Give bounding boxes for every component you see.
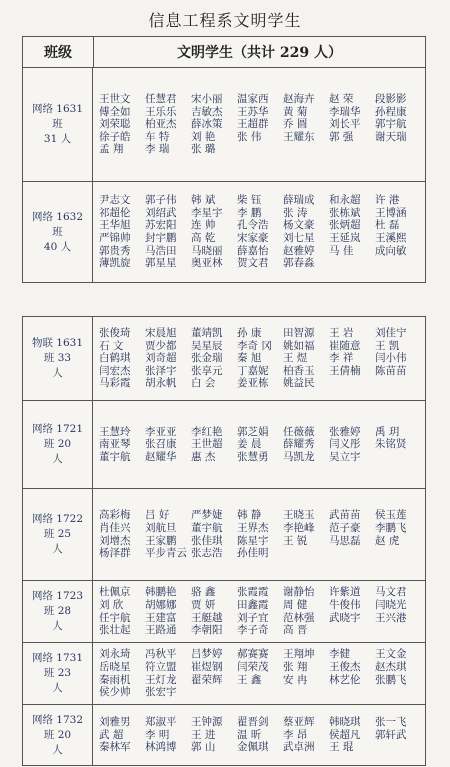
student-name: 张金瑞 [191,352,223,365]
student-name: 董宇航 [99,450,131,463]
table-header [23,37,425,68]
student-name: 柏亚杰 [145,118,177,131]
student-name: 张志浩 [191,547,223,560]
student-name: 薛耀秀 [283,438,315,451]
class-row [23,317,425,401]
student-name: 张雅婷 [329,425,361,438]
student-name: 王华旭 [99,219,131,232]
student-name: 范子豪 [329,521,361,534]
student-name: 武苗苗 [329,509,361,522]
student-name: 刘七星 [283,232,315,244]
student-name: 丁嘉妮 [237,364,269,377]
student-names [93,705,425,765]
student-name: 杨泽群 [99,547,131,560]
student-name: 李子奇 [237,624,269,637]
student-name: 李 鹏 [237,206,262,219]
student-name: 董宇航 [191,521,223,534]
student-name: 薛瑞成 [283,194,315,207]
student-name: 刘荣聪 [99,118,131,131]
student-name: 姚益民 [283,377,315,390]
student-name: 王 凯 [375,339,400,352]
student-name: 柴 钰 [237,194,262,207]
class-label-line2: 班 28 [43,605,72,617]
student-name: 赵雅婷 [283,244,315,257]
student-name: 刘永琦 [99,648,131,661]
student-name: 郭轩武 [375,728,407,741]
student-name: 侯玉莲 [375,509,407,522]
class-label [23,643,93,704]
student-name: 石 文 [99,339,124,352]
student-name: 董靖凯 [191,327,223,340]
class-label-line2: 班 20 [43,728,72,741]
student-name: 韩鹏艳 [145,586,177,599]
class-row [23,68,425,182]
student-name: 谢天瑞 [375,130,407,143]
student-name: 郭子伟 [145,194,177,207]
student-name: 温 昕 [237,728,262,741]
student-name: 金佩琪 [237,741,269,754]
student-name: 徐子皓 [99,130,131,143]
student-name: 武卓洲 [283,741,315,754]
student-name: 王 进 [191,728,216,741]
student-name: 马彩霞 [99,377,131,390]
student-name: 王翔坤 [283,648,315,661]
student-name: 郭宇航 [375,118,407,131]
class-row [23,581,425,643]
student-name: 马文君 [375,586,407,599]
student-name: 安 冉 [283,673,308,686]
student-name: 姜 晨 [237,438,262,451]
student-name: 胡娜娜 [145,598,177,611]
student-name: 张召康 [145,438,177,451]
student-name: 王兴港 [375,611,407,624]
student-name: 李 明 [145,728,170,741]
student-name: 王世超 [191,438,223,451]
student-name: 赵海卉 [283,93,315,106]
student-name: 张栋斌 [329,206,361,219]
class-label-line1: 物联 1631 [31,337,84,349]
student-name: 杨文豪 [283,219,315,232]
student-name: 王溪熙 [375,232,407,244]
student-name: 宋晨旭 [145,327,177,340]
student-name: 闫宏杰 [99,364,131,377]
student-name: 任薇薇 [283,425,315,438]
student-names [93,182,425,282]
student-name: 田鑫霞 [237,598,269,611]
student-name: 张慧勇 [237,450,269,463]
student-name: 李红艳 [191,425,223,438]
student-name: 范林强 [283,611,315,624]
student-name: 刘子宜 [237,611,269,624]
class-label-line1: 网络 1722 [31,513,84,525]
class-row [23,643,425,705]
student-name: 谢静怡 [283,586,315,599]
top-table [22,36,426,283]
student-name: 翟晋剑 [237,716,269,729]
student-name: 王博涵 [375,206,407,219]
student-names [93,581,425,642]
student-name: 赵 虎 [375,534,400,547]
student-name: 林鸿博 [145,741,177,754]
student-name: 马晓丽 [191,244,223,257]
class-label-line3: 人 [52,682,63,694]
student-name: 李 昂 [283,728,308,741]
student-name: 惠 杰 [191,450,216,463]
student-name: 王 鑫 [237,673,262,686]
student-name: 刘 艳 [191,130,216,143]
student-name: 杜 磊 [375,219,400,232]
student-name: 郭春淼 [283,257,315,270]
student-name: 和永超 [329,194,361,207]
student-name: 李艳峰 [283,521,315,534]
class-row [23,401,425,489]
student-name: 许紫道 [329,586,361,599]
student-name: 张 涛 [283,206,308,219]
class-row [23,489,425,581]
student-name: 张一飞 [375,716,407,729]
class-label-line2: 班 [52,225,63,238]
header-students: 文明学生（共计 229 人） [177,45,342,61]
student-name: 张佳琪 [191,534,223,547]
student-name: 肖佳兴 [99,521,131,534]
student-name: 王倩楠 [329,364,361,377]
student-name: 张 翔 [283,660,308,673]
student-name: 王世文 [99,93,131,106]
student-name: 贾 妍 [191,598,216,611]
class-label [23,705,93,765]
student-name: 闫荣茂 [237,660,269,673]
student-name: 李瑞华 [329,105,361,118]
student-name: 李鹏飞 [375,521,407,534]
student-name: 郭芝娟 [237,425,269,438]
student-name: 侯少帅 [99,686,131,699]
student-name: 柏香玉 [283,364,315,377]
student-name: 严锦帅 [99,232,131,244]
student-name: 孟 翔 [99,143,124,156]
student-name: 骆 鑫 [191,586,216,599]
student-name: 王钟源 [191,716,223,729]
class-label-line1: 网络 1631 [31,103,84,115]
student-name: 严梦婕 [191,509,223,522]
student-name: 高彩梅 [99,509,131,522]
student-name: 高 乾 [191,232,216,244]
student-name: 马思磊 [329,534,361,547]
student-name: 李奇 冈 [237,339,272,352]
student-name: 李亚亚 [145,425,177,438]
class-label-line1: 网络 1731 [31,652,84,664]
student-name: 封宇鹏 [145,232,177,244]
student-name: 王超群 [237,118,269,131]
student-name: 祁超伦 [99,206,131,219]
student-name: 王 锐 [283,534,308,547]
student-name: 韩 静 [237,509,262,522]
student-name: 崔随意 [329,339,361,352]
class-label-line1: 网络 1721 [31,423,84,435]
student-name: 李星宇 [191,206,223,219]
header-class: 班级 [23,37,94,67]
student-name: 郑淑平 [145,716,177,729]
student-name: 刘奇超 [145,352,177,365]
student-name: 连 帅 [191,219,216,232]
class-label-line3: 人 [52,743,63,756]
student-name: 林艺伦 [329,673,361,686]
student-name: 闫义彤 [329,438,361,451]
class-label-line2: 班 33 [43,352,72,364]
student-names [93,489,425,580]
student-name: 许 港 [375,194,400,207]
class-row [23,705,425,765]
class-label [23,401,93,488]
student-name: 郭 强 [329,130,354,143]
student-name: 傅全如 [99,105,131,118]
student-name: 吉敏杰 [191,105,223,118]
student-name: 苏宏阳 [145,219,177,232]
student-name: 王乐乐 [145,105,177,118]
class-label-line2: 班 25 [43,528,72,540]
class-label [23,317,93,400]
student-name: 平步青云 [145,547,187,560]
student-name: 张鹏飞 [375,673,407,686]
class-row [23,182,425,282]
student-names [93,317,425,400]
student-name: 薄凯旋 [99,257,131,270]
student-name: 王灯龙 [145,673,177,686]
student-name: 张霞霞 [237,586,269,599]
class-label [23,581,93,642]
class-label-line3: 人 [52,543,63,555]
student-name: 王 琨 [329,741,354,754]
student-name: 王路通 [145,624,177,637]
student-name: 刘绍武 [145,206,177,219]
class-label-line3: 人 [52,367,63,379]
class-label-line1: 网络 1632 [31,210,84,223]
student-name: 孙 康 [237,327,262,340]
student-name: 马 佳 [329,244,354,257]
student-name: 吴立宇 [329,450,361,463]
student-name: 陈星宇 [237,534,269,547]
student-names [93,643,425,704]
student-name: 王延岚 [329,232,361,244]
student-name: 姜亚栋 [237,377,269,390]
student-name: 崔煜钢 [191,660,223,673]
student-name: 武 超 [99,728,124,741]
student-name: 冯秋平 [145,648,177,661]
student-name: 田智源 [283,327,315,340]
student-name: 张 伟 [237,130,262,143]
student-name: 王 岩 [329,327,354,340]
student-name: 白 会 [191,377,216,390]
student-name: 车 特 [145,130,170,143]
student-name: 温家西 [237,93,269,106]
student-name: 蔡亚辉 [283,716,315,729]
class-label [23,182,93,282]
student-name: 刘雅男 [99,716,131,729]
student-name: 王文金 [375,648,407,661]
student-name: 胡永帆 [145,377,177,390]
student-name: 刘航旦 [145,521,177,534]
student-name: 孙佳明 [237,547,269,560]
class-label-line1: 网络 1732 [31,713,84,726]
student-name: 张壮起 [99,624,131,637]
bottom-table [22,316,426,766]
student-name: 刘长平 [329,118,361,131]
student-name: 韩 斌 [191,194,216,207]
student-name: 牛俊伟 [329,598,361,611]
student-names [93,401,425,488]
class-label [23,489,93,580]
student-name: 薛冰策 [191,118,223,131]
student-name: 吕梦婷 [191,648,223,661]
student-names [93,68,425,181]
class-label-line1: 网络 1723 [31,590,84,602]
student-name: 王界杰 [237,521,269,534]
student-name: 尹志文 [99,194,131,207]
student-name: 郭贵秀 [99,244,131,257]
student-name: 禹 玥 [375,425,400,438]
student-name: 马浩田 [145,244,177,257]
student-name: 孔令浩 [237,219,269,232]
student-name: 郝赛赛 [237,648,269,661]
student-name: 白鹤琪 [99,352,131,365]
student-name: 乔 圆 [283,118,308,131]
class-label-line3: 40 人 [43,240,72,253]
student-name: 高 晋 [283,624,308,637]
student-name: 薛嘉怡 [237,244,269,257]
student-name: 王建富 [145,611,177,624]
student-name: 陈苗苗 [375,364,407,377]
class-label-line2: 班 23 [43,667,72,679]
student-name: 闫晓光 [375,598,407,611]
page-title: 信息工程系文明学生 [148,11,302,30]
class-label-line3: 人 [52,453,63,465]
student-name: 成向敏 [375,244,407,257]
student-name: 贺文君 [237,257,269,270]
student-name: 吴星辰 [191,339,223,352]
student-name: 岳晓星 [99,660,131,673]
student-name: 刘 欣 [99,598,124,611]
student-name: 杜佩京 [99,586,131,599]
student-name: 刘佳宁 [375,327,407,340]
student-name: 王苏华 [237,105,269,118]
student-name: 王 煜 [283,352,308,365]
student-name: 张俊琦 [99,327,131,340]
student-name: 姚如福 [283,339,315,352]
student-name: 周 健 [283,598,308,611]
student-name: 李健 [329,648,350,661]
student-name: 闫小伟 [375,352,407,365]
student-name: 刘增杰 [99,534,131,547]
student-name: 王艇越 [191,611,223,624]
student-name: 李朝阳 [191,624,223,637]
student-name: 郭 山 [191,741,216,754]
student-name: 赵 荣 [329,93,354,106]
student-name: 王耀东 [283,130,315,143]
student-name: 任宇航 [99,611,131,624]
student-name: 奥亚林 [191,257,223,270]
student-name: 南亚琴 [99,438,131,451]
student-name: 宋小丽 [191,93,223,106]
class-label-line3: 人 [52,620,63,632]
student-name: 李 瑞 [145,143,170,156]
student-name: 侯超凡 [329,728,361,741]
student-name: 王俊杰 [329,660,361,673]
student-name: 郭星星 [145,257,177,270]
student-name: 张炳超 [329,219,361,232]
student-name: 宋家豪 [237,232,269,244]
student-name: 秦雨机 [99,673,131,686]
student-name: 张享元 [191,364,223,377]
class-label-line2: 班 [52,118,63,130]
student-name: 马凯龙 [283,450,315,463]
student-name: 黄 菊 [283,105,308,118]
student-name: 翟荣辉 [191,673,223,686]
student-name: 武晓宇 [329,611,361,624]
class-label-line2: 班 20 [43,438,72,450]
student-name: 赵耀华 [145,450,177,463]
student-name: 秦林军 [99,741,131,754]
student-name: 符立盟 [145,660,177,673]
student-name: 贾少都 [145,339,177,352]
class-label-line3: 31 人 [43,133,72,145]
student-name: 韩晓琪 [329,716,361,729]
student-name: 秦 旭 [237,352,262,365]
student-name: 孙程康 [375,105,407,118]
student-name: 李 祥 [329,352,354,365]
student-name: 吕 好 [145,509,170,522]
student-name: 段影影 [375,93,407,106]
student-name: 朱铭贤 [375,438,407,451]
student-name: 赵杰琪 [375,660,407,673]
student-name: 王慧玲 [99,425,131,438]
student-name: 张泽宇 [145,364,177,377]
student-name: 张宏宇 [145,686,177,699]
student-name: 王家鹏 [145,534,177,547]
student-name: 张 璐 [191,143,216,156]
class-label [23,68,93,181]
student-name: 王晓玉 [283,509,315,522]
student-name: 任慧君 [145,93,177,106]
